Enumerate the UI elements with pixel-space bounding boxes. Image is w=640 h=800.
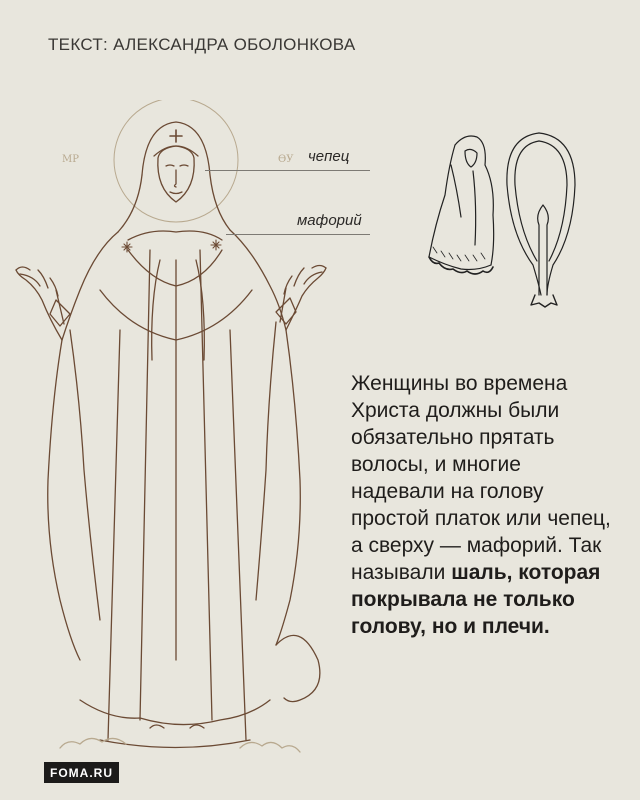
description-paragraph bbox=[351, 370, 613, 640]
cap-label: чепец bbox=[308, 148, 350, 165]
description-bold-text: шаль, которая покрывала не только голову, но и плечи. bbox=[351, 561, 601, 638]
halo bbox=[114, 100, 238, 222]
garment-sketches-illustration bbox=[415, 125, 590, 315]
maphorion-leader-line bbox=[226, 234, 370, 235]
description-regular-text: Женщины во времена Христа должны были обязательно прятать волосы, и многие надевали на голову простой платок или чепец, а сверху — мафорий. Так называли bbox=[351, 372, 611, 584]
draped-maphorion-sketch bbox=[429, 136, 494, 274]
orans-figure-illustration bbox=[0, 100, 380, 760]
cap-leader-line bbox=[205, 170, 370, 171]
unfolded-maphorion-sketch bbox=[507, 133, 575, 307]
svg-text:ѲУ: ѲУ bbox=[278, 154, 294, 165]
svg-text:МР: МР bbox=[62, 154, 79, 165]
maphorion-label: мафорий bbox=[297, 212, 362, 229]
foma-logo[interactable]: FOMA.RU bbox=[44, 762, 119, 783]
author-credit: ТЕКСТ: АЛЕКСАНДРА ОБОЛОНКОВА bbox=[48, 35, 356, 54]
